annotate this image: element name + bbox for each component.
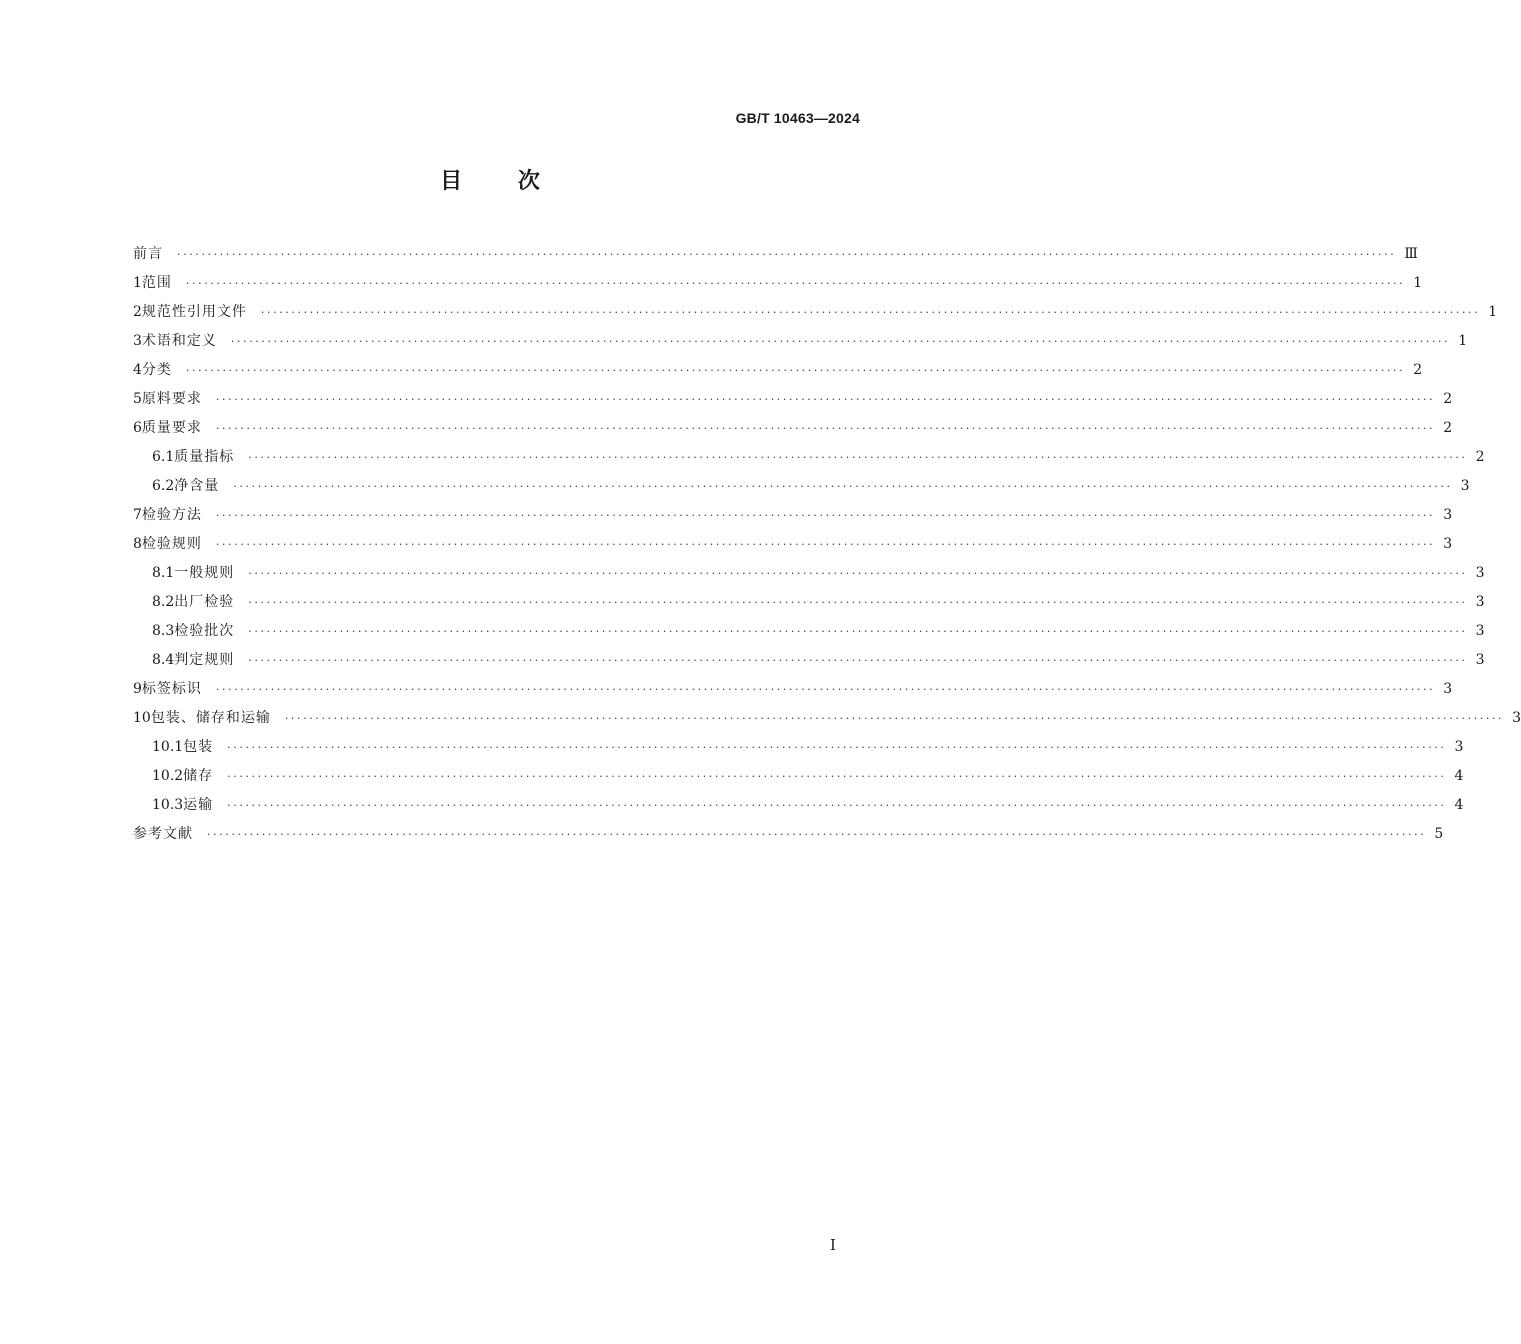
toc-dot-leader: ········································································································································································································ (248, 625, 1468, 638)
toc-dot-leader: ········································································································································································································ (233, 480, 1453, 493)
toc-entry-page: 4 (1454, 768, 1464, 784)
toc-entry-label: 术语和定义 (141, 333, 217, 349)
toc-entry[interactable] (133, 762, 1464, 791)
toc-entry-page: 3 (1475, 565, 1485, 581)
toc-entry-label: 标签标识 (141, 681, 202, 697)
toc-entry-number: 10 (133, 710, 151, 726)
toc-entry[interactable] (133, 472, 1470, 501)
toc-entry-label: 出厂检验 (174, 594, 235, 610)
toc-entry[interactable] (133, 820, 1444, 849)
toc-entry-page: 3 (1475, 652, 1485, 668)
toc-entry-number: 10.3 (152, 797, 184, 813)
toc-entry-number: 6 (133, 420, 142, 436)
toc-entry-number: 9 (133, 681, 142, 697)
toc-entry[interactable] (133, 588, 1485, 617)
toc-entry-page: 2 (1443, 391, 1453, 407)
toc-entry[interactable] (133, 327, 1468, 356)
toc-entry-page: 1 (1458, 333, 1468, 349)
toc-entry-label: 一般规则 (174, 565, 235, 581)
toc-dot-leader: ········································································································································································································ (185, 364, 1406, 377)
toc-dot-leader: ········································································································································································································ (215, 393, 1436, 406)
toc-entry[interactable] (133, 733, 1464, 762)
toc-entry-page: 2 (1413, 362, 1423, 378)
toc-entry-label: 分类 (141, 362, 172, 378)
toc-entry[interactable] (133, 530, 1453, 559)
toc-entry[interactable] (133, 646, 1485, 675)
toc-entry-page: 3 (1460, 478, 1470, 494)
toc-entry-page: 3 (1475, 623, 1485, 639)
toc-entry-page: 3 (1512, 710, 1521, 726)
toc-dot-leader: ········································································································································································································ (230, 335, 1451, 348)
toc-entry-page: 3 (1475, 594, 1485, 610)
toc-entry-label: 判定规则 (174, 652, 235, 668)
toc-entry[interactable] (133, 240, 1418, 269)
toc-entry-label: 储存 (183, 768, 214, 784)
page-title (0, 164, 980, 195)
toc-entry-page: 3 (1454, 739, 1464, 755)
toc-entry-label: 净含量 (174, 478, 220, 494)
title-char-1: 目 (440, 169, 463, 194)
toc-dot-leader: ········································································································································································································ (248, 567, 1468, 580)
title-char-2: 次 (517, 169, 540, 194)
toc-dot-leader: ········································································································································································································ (215, 538, 1436, 551)
toc-dot-leader: ········································································································································································································ (260, 306, 1481, 319)
toc-dot-leader: ········································································································································································································ (215, 683, 1436, 696)
toc-entry-page: 3 (1443, 507, 1453, 523)
toc-dot-leader: ········································································································································································································ (177, 248, 1397, 261)
toc-entry-label: 质量要求 (141, 420, 202, 436)
toc-entry-number: 8.2 (152, 594, 175, 610)
toc-entry[interactable] (133, 559, 1485, 588)
toc-dot-leader: ········································································································································································································ (215, 422, 1436, 435)
toc-entry-label: 参考文献 (133, 826, 193, 842)
toc-dot-leader: ········································································································································································································ (227, 741, 1447, 754)
toc-entry[interactable] (133, 356, 1423, 385)
toc-entry-number: 8.4 (152, 652, 175, 668)
toc-entry[interactable] (133, 501, 1453, 530)
toc-entry-number: 3 (133, 333, 142, 349)
toc-dot-leader: ········································································································································································································ (207, 828, 1427, 841)
toc-entry-number: 8.1 (152, 565, 175, 581)
toc-entry-label: 运输 (183, 797, 214, 813)
toc-dot-leader: ········································································································································································································ (248, 451, 1468, 464)
toc-dot-leader: ········································································································································································································ (185, 277, 1406, 290)
toc-dot-leader: ········································································································································································································ (284, 712, 1505, 725)
toc-entry-number: 6.2 (152, 478, 175, 494)
toc-entry[interactable] (133, 704, 1521, 733)
toc-entry-number: 5 (133, 391, 142, 407)
toc-entry-number: 1 (133, 275, 142, 291)
toc-entry-label: 规范性引用文件 (141, 304, 247, 320)
toc-entry-label: 质量指标 (174, 449, 235, 465)
toc-dot-leader: ········································································································································································································ (248, 596, 1468, 609)
toc-entry-number: 2 (133, 304, 142, 320)
toc-entry-number: 10.2 (152, 768, 184, 784)
toc-entry-label: 检验方法 (141, 507, 202, 523)
toc-entry-number: 8 (133, 536, 142, 552)
footer-page-number: Ⅰ (830, 1236, 836, 1254)
toc-entry-number: 6.1 (152, 449, 175, 465)
toc-entry-number: 8.3 (152, 623, 175, 639)
toc-entry-label: 原料要求 (141, 391, 202, 407)
toc-entry[interactable] (133, 443, 1485, 472)
toc-entry-label: 包装 (183, 739, 214, 755)
toc-entry-page: Ⅲ (1404, 246, 1418, 262)
toc-dot-leader: ········································································································································································································ (227, 799, 1447, 812)
toc-entry[interactable] (133, 414, 1453, 443)
toc-entry[interactable] (133, 675, 1453, 704)
toc-entry[interactable] (133, 617, 1485, 646)
toc-entry[interactable] (133, 269, 1423, 298)
toc-entry-page: 2 (1475, 449, 1485, 465)
toc-entry-page: 5 (1434, 826, 1444, 842)
toc-entry[interactable] (133, 791, 1464, 820)
table-of-contents (133, 240, 1521, 849)
toc-entry-label: 范围 (141, 275, 172, 291)
toc-entry-label: 包装、储存和运输 (150, 710, 271, 726)
toc-entry-page: 1 (1413, 275, 1423, 291)
toc-entry-number: 4 (133, 362, 142, 378)
toc-entry-page: 3 (1443, 681, 1453, 697)
toc-entry-label: 检验规则 (141, 536, 202, 552)
toc-dot-leader: ········································································································································································································ (215, 509, 1436, 522)
standard-code: GB/T 10463—2024 (735, 110, 860, 126)
toc-entry-page: 2 (1443, 420, 1453, 436)
toc-entry-page: 4 (1454, 797, 1464, 813)
toc-entry[interactable] (133, 298, 1498, 327)
toc-dot-leader: ········································································································································································································ (227, 770, 1447, 783)
toc-entry-page: 3 (1443, 536, 1453, 552)
toc-entry[interactable] (133, 385, 1453, 414)
toc-entry-label: 检验批次 (174, 623, 235, 639)
toc-dot-leader: ········································································································································································································ (248, 654, 1468, 667)
toc-entry-number: 7 (133, 507, 142, 523)
toc-entry-label: 前言 (133, 246, 163, 262)
toc-entry-page: 1 (1488, 304, 1498, 320)
toc-entry-number: 10.1 (152, 739, 184, 755)
